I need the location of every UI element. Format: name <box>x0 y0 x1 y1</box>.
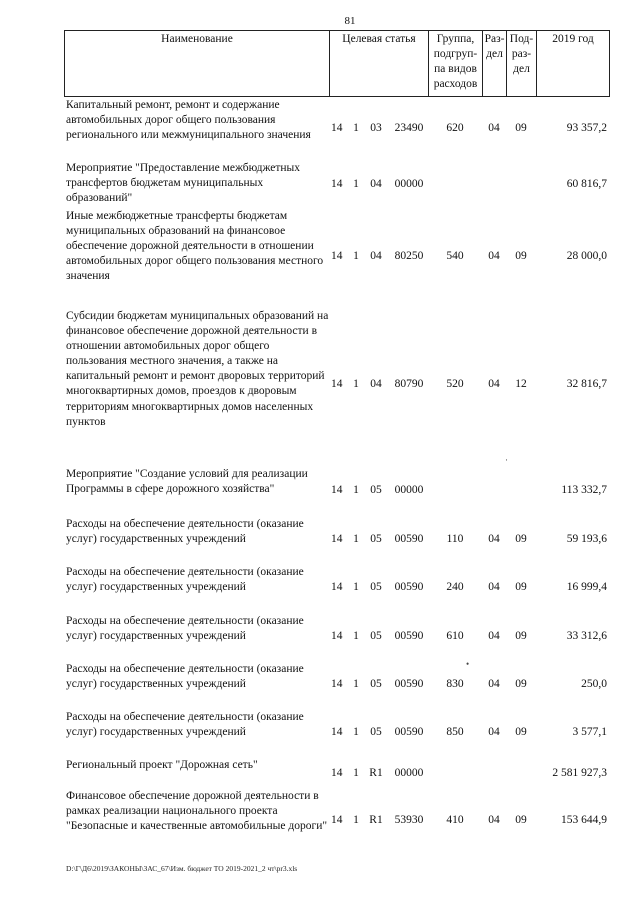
row-section: 04 <box>488 378 500 390</box>
row-activity: 04 <box>370 250 382 262</box>
row-section: 04 <box>488 814 500 826</box>
row-section: 04 <box>488 250 500 262</box>
row-activity: 05 <box>370 678 382 690</box>
row-activity: 04 <box>370 178 382 190</box>
row-amount: 2 581 927,3 <box>552 767 607 779</box>
row-subsection: 09 <box>515 630 527 642</box>
row-amount: 93 357,2 <box>566 122 607 134</box>
row-expense-group: 610 <box>446 630 464 642</box>
row-amount: 33 312,6 <box>566 630 607 642</box>
row-direction: 53930 <box>394 814 424 826</box>
row-activity: R1 <box>369 767 383 779</box>
header-expense-group-line: Группа, <box>436 33 475 45</box>
header-subsection-line: дел <box>513 63 530 75</box>
header-bottom-border <box>64 96 610 97</box>
header-expense-group-line: расходов <box>433 78 478 90</box>
row-expense-group: 540 <box>446 250 464 262</box>
row-section: 04 <box>488 122 500 134</box>
header-subsection-line: раз- <box>511 48 532 60</box>
row-expense-group: 520 <box>446 378 464 390</box>
row-subprogram: 1 <box>353 484 359 496</box>
row-name: Расходы на обеспечение деятельности (оказание услуг) государственных учреждений <box>66 615 304 643</box>
row-section: 04 <box>488 630 500 642</box>
header-section-line: дел <box>486 48 503 60</box>
row-subprogram: 1 <box>353 814 359 826</box>
row-activity: 03 <box>370 122 382 134</box>
row-section: 04 <box>488 726 500 738</box>
row-name: Региональный проект "Дорожная сеть" <box>66 759 258 771</box>
row-direction: 00000 <box>394 767 424 779</box>
row-subsection: 09 <box>515 250 527 262</box>
row-program: 14 <box>331 726 343 738</box>
row-subprogram: 1 <box>353 378 359 390</box>
row-subsection: 09 <box>515 533 527 545</box>
header-top-border <box>64 30 610 31</box>
header-expense-group-line: па видов <box>434 63 477 75</box>
row-name: Капитальный ремонт, ремонт и содержание автомобильных дорог общего пользования регионального или межмуниципального значения <box>66 99 311 142</box>
row-name: Финансовое обеспечение дорожной деятельности в рамках реализации национального проекта "Безопасные и качественные автомобильные дороги" <box>66 790 328 833</box>
row-amount: 60 816,7 <box>566 178 607 190</box>
row-activity: R1 <box>369 814 383 826</box>
row-activity: 05 <box>370 581 382 593</box>
row-program: 14 <box>331 814 343 826</box>
row-program: 14 <box>331 767 343 779</box>
row-expense-group: 830 <box>446 678 464 690</box>
row-subprogram: 1 <box>353 533 359 545</box>
row-amount: 153 644,9 <box>561 814 607 826</box>
row-expense-group: 410 <box>446 814 464 826</box>
header-section-line: Раз- <box>484 33 505 45</box>
row-program: 14 <box>331 581 343 593</box>
row-name: Расходы на обеспечение деятельности (оказание услуг) государственных учреждений <box>66 711 304 739</box>
row-subprogram: 1 <box>353 122 359 134</box>
row-program: 14 <box>331 178 343 190</box>
row-direction: 00590 <box>394 726 424 738</box>
row-amount: 3 577,1 <box>572 726 607 738</box>
file-path-footer: D:\Г\Д6\2019\ЗАКОНЫ\ЗАС_67\Изм. бюджет ТО 2019-2021_2 чт\pr3.xls <box>66 864 298 873</box>
header-target-article: Целевая статья <box>342 33 416 45</box>
row-amount: 250,0 <box>581 678 607 690</box>
row-program: 14 <box>331 250 343 262</box>
page-number: 81 <box>344 15 356 27</box>
header-expense-group <box>429 32 482 92</box>
row-subprogram: 1 <box>353 630 359 642</box>
row-activity: 04 <box>370 378 382 390</box>
row-expense-group: 620 <box>446 122 464 134</box>
row-activity: 05 <box>370 630 382 642</box>
row-subprogram: 1 <box>353 726 359 738</box>
row-direction: 23490 <box>394 122 424 134</box>
row-subprogram: 1 <box>353 767 359 779</box>
scan-mark: • <box>466 659 470 669</box>
row-name: Субсидии бюджетам муниципальных образований на финансовое обеспечение дорожной деятельности в отношении автомобильных дорог общего пользования местного значения, а также на капитальный ремонт и ремонт дворовых территорий многоквартирных домов, проездов к дворовым территориям многоквартирных домов населенных пунктов <box>66 310 329 428</box>
row-amount: 113 332,7 <box>561 484 607 496</box>
row-expense-group: 240 <box>446 581 464 593</box>
row-amount: 32 816,7 <box>566 378 607 390</box>
row-amount: 28 000,0 <box>566 250 607 262</box>
row-subsection: 09 <box>515 726 527 738</box>
row-direction: 00590 <box>394 630 424 642</box>
row-direction: 00590 <box>394 533 424 545</box>
row-direction: 00590 <box>394 678 424 690</box>
row-program: 14 <box>331 630 343 642</box>
row-activity: 05 <box>370 533 382 545</box>
row-direction: 80790 <box>394 378 424 390</box>
row-program: 14 <box>331 484 343 496</box>
row-expense-group: 110 <box>446 533 464 545</box>
scan-mark: · <box>505 455 508 465</box>
row-expense-group: 850 <box>446 726 464 738</box>
header-subsection <box>507 32 536 77</box>
row-subprogram: 1 <box>353 581 359 593</box>
row-program: 14 <box>331 533 343 545</box>
row-program: 14 <box>331 678 343 690</box>
row-activity: 05 <box>370 726 382 738</box>
header-expense-group-line: подгруп- <box>433 48 478 60</box>
row-section: 04 <box>488 533 500 545</box>
header-name: Наименование <box>161 33 233 45</box>
header-section <box>483 32 506 62</box>
row-program: 14 <box>331 378 343 390</box>
row-direction: 00000 <box>394 484 424 496</box>
header-subsection-line: Под- <box>509 33 534 45</box>
row-activity: 05 <box>370 484 382 496</box>
row-subsection: 12 <box>515 378 527 390</box>
row-subsection: 09 <box>515 814 527 826</box>
row-subsection: 09 <box>515 122 527 134</box>
row-subsection: 09 <box>515 678 527 690</box>
row-subprogram: 1 <box>353 178 359 190</box>
row-name: Мероприятие "Создание условий для реализации Программы в сфере дорожного хозяйства" <box>66 468 308 496</box>
row-name: Расходы на обеспечение деятельности (оказание услуг) государственных учреждений <box>66 518 304 546</box>
row-subprogram: 1 <box>353 250 359 262</box>
row-direction: 00590 <box>394 581 424 593</box>
row-direction: 80250 <box>394 250 424 262</box>
row-subsection: 09 <box>515 581 527 593</box>
row-section: 04 <box>488 581 500 593</box>
row-program: 14 <box>331 122 343 134</box>
row-name: Иные межбюджетные трансферты бюджетам муниципальных образований на финансовое обеспечение дорожной деятельности в отношении автомобильных дорог общего пользования местного значения <box>66 210 324 283</box>
header-divider <box>609 30 610 97</box>
row-amount: 59 193,6 <box>566 533 607 545</box>
row-subprogram: 1 <box>353 678 359 690</box>
row-direction: 00000 <box>394 178 424 190</box>
header-year: 2019 год <box>552 33 594 45</box>
row-name: Мероприятие "Предоставление межбюджетных трансфертов бюджетам муниципальных образований" <box>66 162 300 205</box>
row-amount: 16 999,4 <box>566 581 607 593</box>
row-name: Расходы на обеспечение деятельности (оказание услуг) государственных учреждений <box>66 566 304 594</box>
row-section: 04 <box>488 678 500 690</box>
row-name: Расходы на обеспечение деятельности (оказание услуг) государственных учреждений <box>66 663 304 691</box>
